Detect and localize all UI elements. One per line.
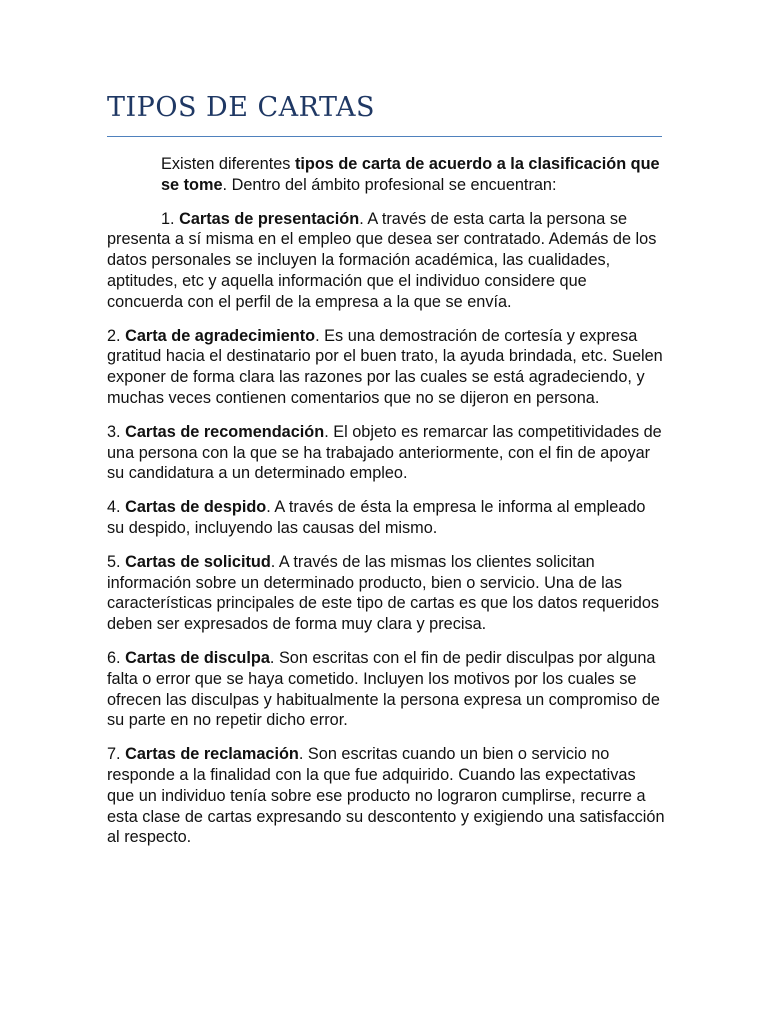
intro-post: . Dentro del ámbito profesional se encuentran: <box>222 175 557 194</box>
item-number: 7. <box>107 745 126 764</box>
item-text: . Es una demostración de cortesía y expresa gratitud hacia el destinatario por el buen trato, la ayuda brindada, etc. Suelen exponer de forma clara las razones por las cuales se está agradeciendo, y muchas veces contienen comentarios que no se dijeron en persona. <box>107 326 663 407</box>
item-heading: Cartas de despido <box>125 498 267 517</box>
item-number: 6. <box>107 648 126 667</box>
item-heading: Cartas de disculpa <box>125 648 270 667</box>
list-item-recomendacion <box>107 422 667 484</box>
item-text: . El objeto es remarcar las competitividades de una persona con la que se ha trabajado anteriormente, con el fin de apoyar su candidatura a un determinado empleo. <box>107 422 662 483</box>
item-heading: Cartas de recomendación <box>125 422 325 441</box>
list-item-despido <box>107 497 667 539</box>
list-item-presentacion <box>107 209 667 313</box>
item-text: . A través de esta carta la persona se presenta a sí misma en el empleo que desea ser contratado. Además de los datos personales se incluyen la formación académica, las cualidades, aptitudes, etc y aquella información que el individuo considere que concuerda con el perfil de la empresa a la que se envía. <box>107 209 657 311</box>
intro-bold: tipos de carta de acuerdo a la clasificación que se tome <box>161 155 660 194</box>
item-heading: Cartas de reclamación <box>125 745 299 764</box>
list-item-disculpa <box>107 648 667 731</box>
item-heading: Cartas de solicitud <box>125 552 271 571</box>
title-underline <box>107 136 662 137</box>
list-item-agradecimiento <box>107 326 667 409</box>
item-number: 1. <box>161 209 180 228</box>
list-item-solicitud <box>107 552 667 635</box>
list-item-reclamacion <box>107 744 667 848</box>
item-text: . Son escritas cuando un bien o servicio no responde a la finalidad con la que fue adquirido. Cuando las expectativas que un individuo tenía sobre ese producto no lograron cumplirse, recurre a esta clase de cartas expresando su descontento y exigiendo una satisfacción al respecto. <box>107 745 665 847</box>
item-heading: Carta de agradecimiento <box>125 326 316 345</box>
item-heading: Cartas de presentación <box>179 209 360 228</box>
page-title: TIPOS DE CARTAS <box>107 92 376 123</box>
item-text: . Son escritas con el fin de pedir disculpas por alguna falta o error que se haya cometido. Incluyen los motivos por los cuales se ofrecen las disculpas y habitualmente la persona expresa un compromiso de su parte en no repetir dicho error. <box>107 648 660 730</box>
item-text: . A través de las mismas los clientes solicitan información sobre un determinado producto, bien o servicio. Una de las características principales de este tipo de cartas es que los datos requeridos deben ser expresados de forma muy clara y precisa. <box>107 552 660 634</box>
item-number: 5. <box>107 552 126 571</box>
item-text: . A través de ésta la empresa le informa al empleado su despido, incluyendo las causas del mismo. <box>107 498 646 537</box>
intro-pre: Existen diferentes <box>161 155 295 173</box>
intro-paragraph <box>161 154 667 196</box>
item-number: 2. <box>107 326 126 345</box>
item-number: 4. <box>107 498 126 517</box>
item-number: 3. <box>107 422 126 441</box>
document-body <box>107 154 667 861</box>
